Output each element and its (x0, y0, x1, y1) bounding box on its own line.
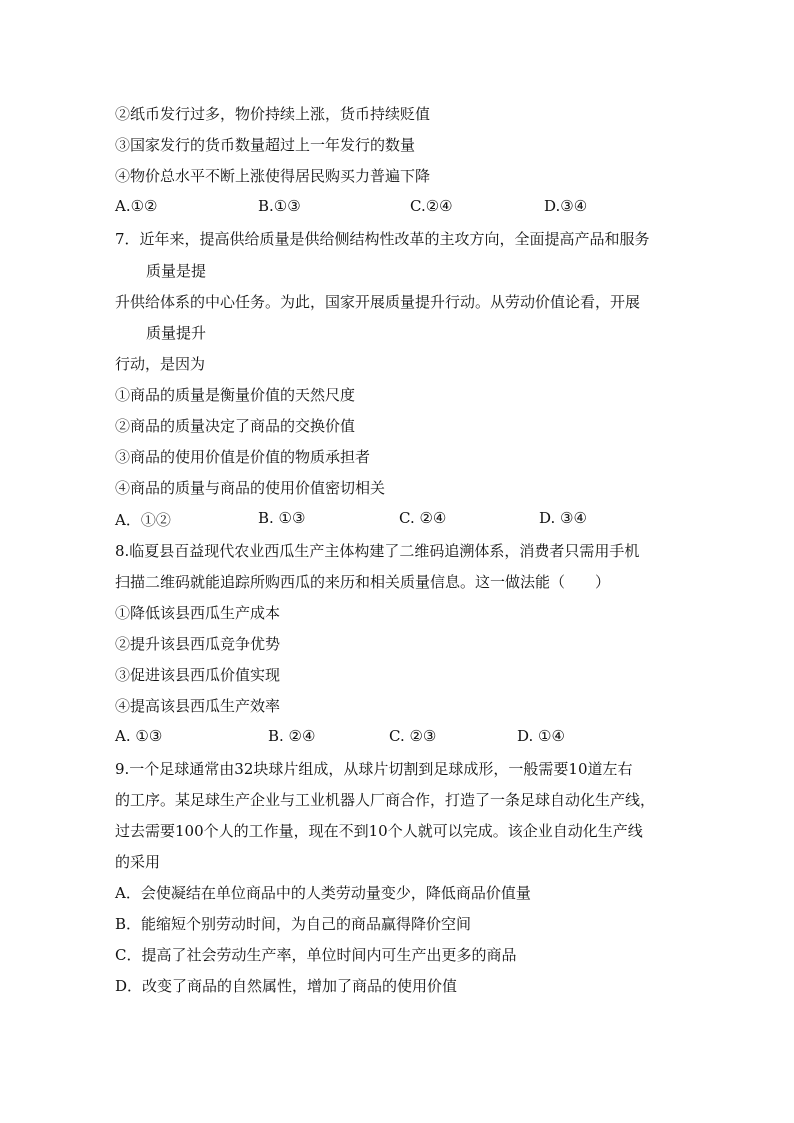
q8-statement-4: ④提高该县西瓜生产效率 (115, 697, 281, 715)
q8-option-d: D. ①④ (517, 727, 565, 745)
q8-option-b: B. ②④ (268, 727, 316, 745)
q7-stem-line-3: 升供给体系的中心任务。为此，国家开展质量提升行动。从劳动价值论看，开展 (115, 293, 641, 311)
q6-option-a: A.①② (115, 197, 158, 215)
q9-stem-line-2: 的工序。某足球生产企业与工业机器人厂商合作，打造了一条足球自动化生产线， (115, 791, 656, 809)
q6-option-b: B.①③ (258, 197, 301, 215)
q8-statement-2: ②提升该县西瓜竞争优势 (115, 635, 281, 653)
q7-statement-4: ④商品的质量与商品的使用价值密切相关 (115, 479, 386, 497)
q8-statement-1: ①降低该县西瓜生产成本 (115, 604, 281, 622)
q8-stem-line-2: 扫描二维码就能追踪所购西瓜的来历和相关质量信息。这一做法能（ ） (115, 573, 611, 591)
q7-option-c: C. ②④ (399, 509, 447, 527)
q7-statement-1: ①商品的质量是衡量价值的天然尺度 (115, 386, 356, 404)
q7-stem-line-5: 行动，是因为 (115, 355, 206, 373)
q6-option-c: C.②④ (410, 197, 453, 215)
q7-option-d: D. ③④ (539, 509, 587, 527)
q7-stem-line-1: 7．近年来，提高供给质量是供给侧结构性改革的主攻方向，全面提高产品和服务 (115, 230, 650, 248)
q6-statement-3: ③国家发行的货币数量超过上一年发行的数量 (115, 136, 416, 154)
q6-options (0, 197, 794, 219)
q9-stem-line-1: 9.一个足球通常由32块球片组成，从球片切割到足球成形，一般需要10道左右 (115, 760, 633, 778)
q8-statement-3: ③促进该县西瓜价值实现 (115, 666, 281, 684)
q9-choice-c: C．提高了社会劳动生产率，单位时间内可生产出更多的商品 (115, 946, 517, 964)
q9-choice-d: D．改变了商品的自然属性，增加了商品的使用价值 (115, 977, 458, 995)
q7-statement-3: ③商品的使用价值是价值的物质承担者 (115, 448, 371, 466)
q9-stem-line-3: 过去需要100个人的工作量，现在不到10个人就可以完成。该企业自动化生产线 (115, 822, 643, 840)
q8-stem-line-1: 8.临夏县百益现代农业西瓜生产主体构建了二维码追溯体系，消费者只需用手机 (115, 542, 640, 560)
q8-option-a: A. ①③ (115, 727, 163, 745)
q9-stem-line-4: 的采用 (115, 853, 161, 871)
q9-choice-a: A．会使凝结在单位商品中的人类劳动量变少，降低商品价值量 (115, 884, 531, 902)
q7-statement-2: ②商品的质量决定了商品的交换价值 (115, 417, 356, 435)
q7-option-b: B. ①③ (258, 509, 306, 527)
q7-stem-line-4: 质量提升 (146, 324, 207, 342)
q8-options (0, 727, 794, 749)
q6-option-d: D.③④ (544, 197, 588, 215)
q7-option-a: A．①② (115, 511, 171, 529)
q9-choice-b: B．能缩短个别劳动时间，为自己的商品赢得降价空间 (115, 915, 472, 933)
q6-statement-4: ④物价总水平不断上涨使得居民购买力普遍下降 (115, 167, 431, 185)
q7-stem-line-2: 质量是提 (146, 262, 207, 280)
q6-statement-2: ②纸币发行过多，物价持续上涨，货币持续贬值 (115, 105, 431, 123)
q7-options (0, 509, 794, 531)
q8-option-c: C. ②③ (389, 727, 437, 745)
